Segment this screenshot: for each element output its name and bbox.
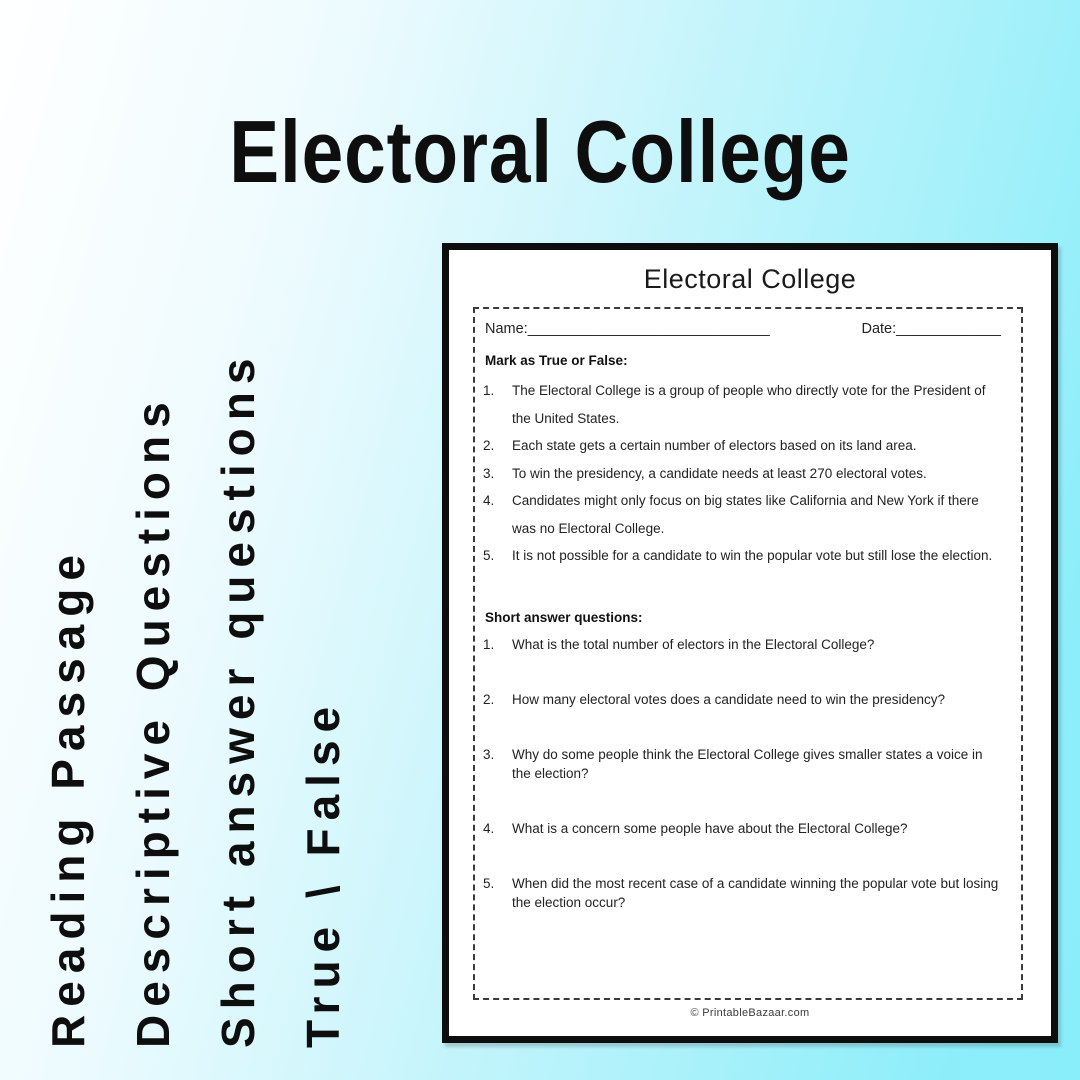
- date-field: [861, 321, 1001, 337]
- short-answer-item: [483, 745, 1007, 783]
- side-label-short-answer-questions: Short answer questions: [212, 350, 264, 1048]
- item-number: 1.: [483, 383, 495, 398]
- date-field-label: Date:: [861, 321, 897, 337]
- short-answer-item: [483, 874, 1007, 912]
- true-false-item: [483, 487, 1007, 542]
- item-text: The Electoral College is a group of people who directly vote for the President of the United States.: [512, 383, 986, 426]
- item-text: Why do some people think the Electoral College gives smaller states a voice in the election?: [512, 746, 983, 781]
- true-false-item: [483, 460, 1007, 488]
- item-number: 4.: [483, 820, 495, 836]
- name-field: [485, 321, 770, 337]
- side-label-descriptive-questions: Descriptive Questions: [127, 394, 179, 1048]
- poster-title: Electoral College: [229, 101, 851, 201]
- short-answer-heading: Short answer questions:: [485, 609, 643, 625]
- item-text: To win the presidency, a candidate needs at least 270 electoral votes.: [512, 465, 927, 481]
- short-answer-list: [483, 635, 1007, 912]
- worksheet-footer-credit: © PrintableBazaar.com: [690, 1007, 810, 1019]
- worksheet-dashed-frame: [473, 307, 1023, 1000]
- item-number: 2.: [483, 438, 495, 453]
- short-answer-item: [483, 690, 1007, 709]
- date-field-line: _____________: [896, 321, 1001, 337]
- item-text: Each state gets a certain number of electors based on its land area.: [512, 438, 917, 453]
- item-number: 2.: [483, 691, 495, 707]
- true-false-heading: Mark as True or False:: [485, 353, 628, 368]
- side-label-reading-passage: Reading Passage: [42, 547, 94, 1048]
- true-false-item: [483, 432, 1007, 460]
- item-text: When did the most recent case of a candidate winning the popular vote but losing the election occur?: [512, 875, 999, 910]
- item-text: How many electoral votes does a candidate need to win the presidency?: [512, 691, 946, 707]
- item-number: 5.: [483, 548, 495, 563]
- true-false-item: [483, 542, 1007, 570]
- side-label-true-false: True \ False: [297, 698, 349, 1048]
- item-text: What is the total number of electors in the Electoral College?: [512, 636, 875, 652]
- name-field-line: ______________________________: [527, 321, 770, 337]
- item-number: 5.: [483, 875, 495, 891]
- true-false-list: [483, 377, 1007, 570]
- short-answer-item: [483, 819, 1007, 838]
- item-number: 3.: [483, 465, 495, 481]
- item-text: Candidates might only focus on big states like California and New York if there was no Electoral College.: [512, 493, 979, 536]
- short-answer-item: [483, 635, 1007, 654]
- name-field-label: Name:: [485, 321, 528, 337]
- item-text: It is not possible for a candidate to win the popular vote but still lose the election.: [512, 548, 993, 563]
- item-text: What is a concern some people have about the Electoral College?: [512, 820, 908, 836]
- worksheet-title: Electoral College: [643, 264, 857, 294]
- name-date-row: [485, 321, 1007, 337]
- item-number: 4.: [483, 493, 495, 508]
- true-false-item: [483, 377, 1007, 432]
- item-number: 1.: [483, 636, 495, 652]
- worksheet-card: [442, 243, 1058, 1043]
- item-number: 3.: [483, 746, 495, 762]
